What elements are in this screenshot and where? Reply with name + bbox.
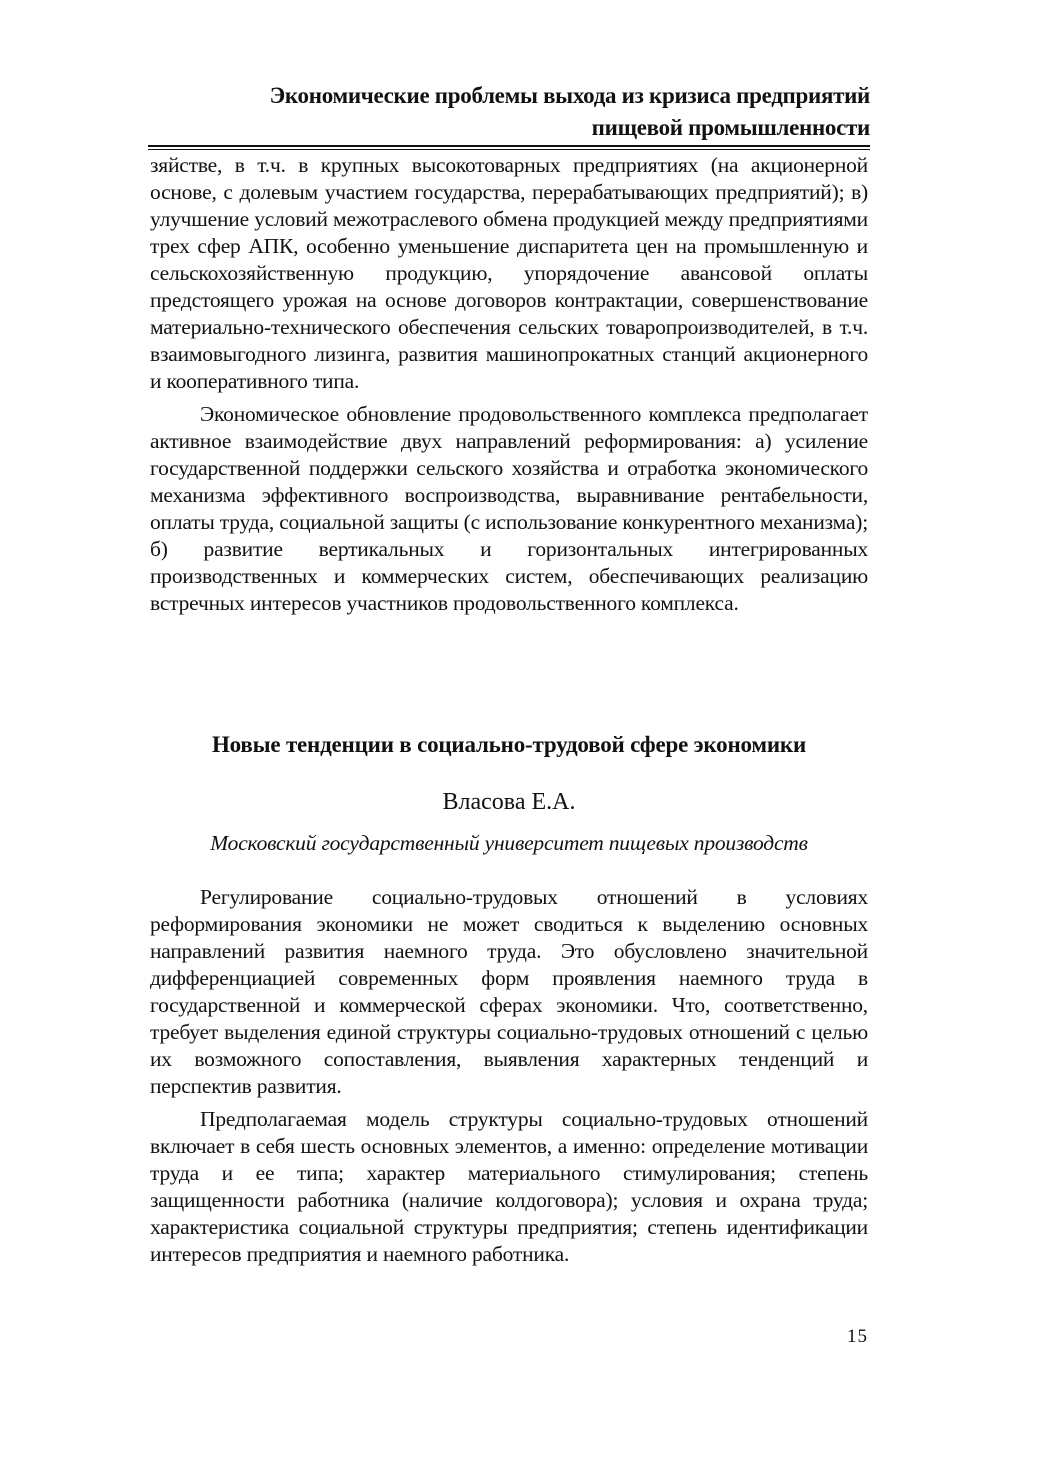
- paragraph: зяйстве, в т.ч. в крупных высокотоварных предприятиях (на акционерной основе, с долевым участием государства, перерабатывающих предприятий); в) улучшение условий межотраслевого обмена продукцией между предприятиями трех сфер АПК, особенно уменьшение диспаритета цен на промышленную и сельскохозяйственную продукцию, упорядочение авансовой оплаты предстоящего урожая на основе договоров контрактации, совершенствование материально-технического обеспечения сельских товаропроизводителей, в т.ч. взаимовыгодного лизинга, развития машинопрокатных станций акционерного и кооперативного типа.: [150, 153, 868, 393]
- article-body: [150, 884, 868, 1268]
- paragraph: Регулирование социально-трудовых отношений в условиях реформирования экономики не может сводиться к выделению основных направлений развития наемного труда. Это обусловлено значительной дифференциацией современных форм проявления наемного труда в государственной и коммерческой сферах экономики. Что, соответственно, требует выделения единой структуры социально-трудовых отношений с целью их возможного сопоставления, выявления характерных тенденций и перспектив развития.: [150, 885, 868, 1098]
- paragraph: Предполагаемая модель структуры социально-трудовых отношений включает в себя шесть основных элементов, а именно: определение мотивации труда и ее типа; характер материального стимулирования; степень защищенности работника (наличие колдоговора); условия и охрана труда; характеристика социальной структуры предприятия; степень идентификации интересов предприятия и наемного работника.: [150, 1107, 868, 1266]
- running-header-line-1: Экономические проблемы выхода из кризиса предприятий: [269, 83, 870, 108]
- running-header-line-2: пищевой промышленности: [591, 115, 870, 140]
- header-rule-thin: [148, 149, 870, 150]
- paragraph: Экономическое обновление продовольственного комплекса предполагает активное взаимодействие двух направлений реформирования: а) усиление государственной поддержки сельского хозяйства и отработка экономического механизма эффективного воспроизводства, выравнивание рентабельности, оплаты труда, социальной защиты (с использование конкурентного механизма); б) развитие вертикальных и горизонтальных интегрированных производственных и коммерческих систем, обеспечивающих реализацию встречных интересов участников продовольственного комплекса.: [150, 402, 868, 615]
- article-affiliation: Московский государственный университет пищевых производств: [210, 831, 808, 855]
- running-header: [150, 80, 870, 144]
- article-author: Власова Е.А.: [442, 789, 576, 815]
- header-rule: [148, 145, 870, 147]
- continued-text-block: [150, 152, 868, 617]
- page-number: 15: [847, 1326, 868, 1347]
- article-title: Новые тенденции в социально-трудовой сфере экономики: [211, 732, 807, 757]
